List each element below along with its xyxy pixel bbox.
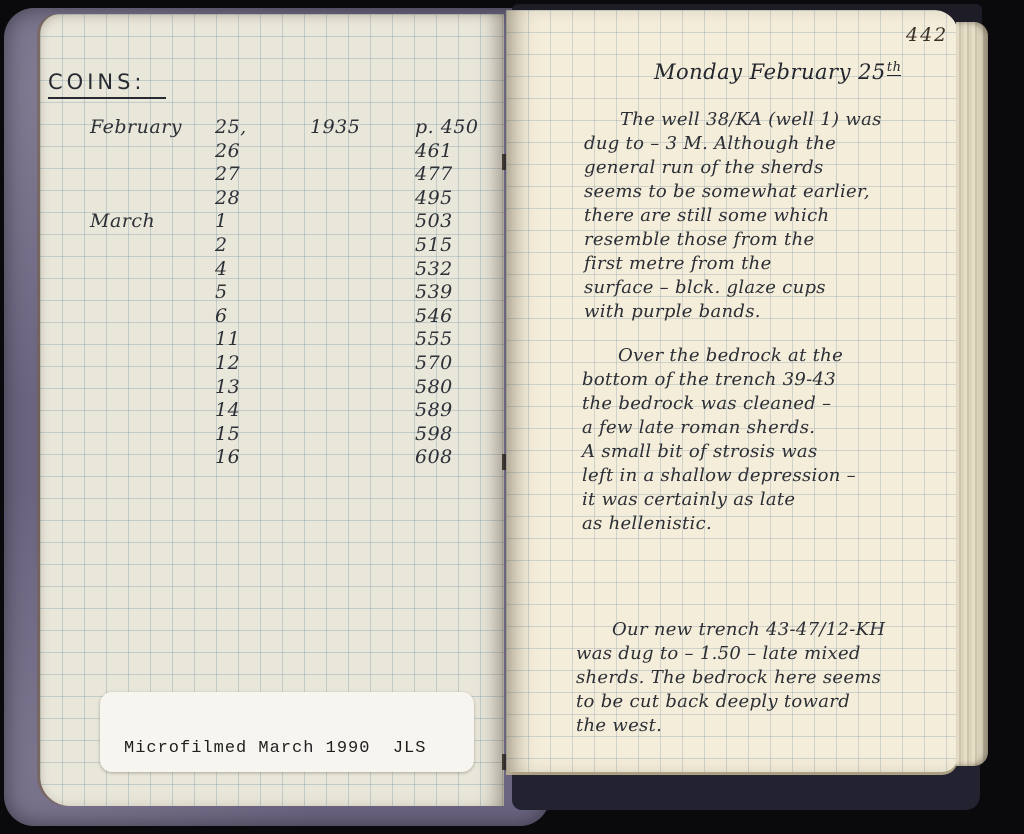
coin-row <box>90 281 490 305</box>
coin-row <box>90 140 490 164</box>
coin-row <box>90 352 490 376</box>
coin-day: 14 <box>215 399 241 422</box>
microfilm-label-sticker <box>100 692 474 772</box>
coin-row <box>90 210 490 234</box>
coin-day: 13 <box>215 375 241 398</box>
coin-page-ref: 570 <box>415 351 453 374</box>
coin-page-ref: 589 <box>415 399 453 422</box>
coin-page-ref: 539 <box>415 281 453 304</box>
coin-page-ref: 515 <box>415 233 453 256</box>
coin-day: 12 <box>215 351 241 374</box>
coin-row <box>90 234 490 258</box>
page-fore-edge <box>956 22 988 766</box>
coin-row <box>90 423 490 447</box>
entry-line: with purple bands. <box>584 301 761 322</box>
entry-line: general run of the sherds <box>584 157 824 178</box>
coin-row <box>90 305 490 329</box>
coin-row <box>90 258 490 282</box>
coin-page-ref: 532 <box>415 257 453 280</box>
coin-row <box>90 116 490 140</box>
folio-number: 442 <box>906 24 949 46</box>
entry-paragraph-1 <box>584 108 969 324</box>
entry-line: The well 38/KA (well 1) was <box>620 109 882 130</box>
coin-row <box>90 399 490 423</box>
entry-line: surface – blck. glaze cups <box>584 277 826 298</box>
coin-row <box>90 187 490 211</box>
coin-page-ref: 598 <box>415 422 453 445</box>
coin-day: 6 <box>215 304 228 327</box>
entry-line: was dug to – 1.50 – late mixed <box>576 643 861 664</box>
coin-day: 1 <box>215 210 228 233</box>
entry-line: A small bit of strosis was <box>582 441 818 462</box>
coin-page-ref: 495 <box>415 186 453 209</box>
coin-row <box>90 328 490 352</box>
entry-line: dug to – 3 M. Although the <box>584 133 837 154</box>
coin-month: March <box>90 210 156 233</box>
coin-day: 28 <box>215 186 241 209</box>
entry-line: sherds. The bedrock here seems <box>576 667 882 688</box>
coin-page-ref: 461 <box>415 139 453 162</box>
coin-page-ref: 503 <box>415 210 453 233</box>
coin-day: 5 <box>215 281 228 304</box>
coin-day: 25, <box>215 116 247 138</box>
coin-page-ref: 608 <box>415 446 453 469</box>
coin-page-ref: 580 <box>415 375 453 398</box>
left-page <box>40 14 504 806</box>
coin-day: 15 <box>215 422 241 445</box>
entry-paragraph-2 <box>582 344 967 536</box>
entry-line: resemble those from the <box>584 229 815 250</box>
entry-line: left in a shallow depression – <box>582 465 856 486</box>
coin-row <box>90 376 490 400</box>
coin-row <box>90 163 490 187</box>
entry-paragraph-3 <box>576 618 976 738</box>
entry-line: to be cut back deeply toward <box>576 691 851 712</box>
coin-day: 16 <box>215 446 241 469</box>
entry-line: it was certainly as late <box>582 489 796 510</box>
coin-year: 1935 <box>310 116 361 138</box>
coin-day: 26 <box>215 139 241 162</box>
entry-heading-main: Monday February 25 <box>654 60 886 84</box>
coin-page-ref: 555 <box>415 328 453 351</box>
coins-table <box>90 116 490 470</box>
entry-line: a few late roman sherds. <box>582 417 816 438</box>
entry-line: the west. <box>576 715 663 736</box>
coin-day: 27 <box>215 163 241 186</box>
entry-heading <box>654 60 901 84</box>
coin-page-ref: p. 450 <box>415 116 479 138</box>
entry-line: bottom of the trench 39-43 <box>582 369 837 390</box>
coin-day: 2 <box>215 233 228 256</box>
right-page <box>506 10 958 772</box>
microfilm-label-text: Microfilmed March 1990 JLS <box>124 739 427 758</box>
entry-line: seems to be somewhat earlier, <box>584 181 870 202</box>
coins-heading: COINS: <box>48 70 166 99</box>
entry-line: as hellenistic. <box>582 513 712 534</box>
entry-line: Our new trench 43-47/12-KH <box>612 619 886 640</box>
coin-month: February <box>90 116 183 138</box>
entry-line: there are still some which <box>584 205 830 226</box>
coin-row <box>90 446 490 470</box>
entry-line: Over the bedrock at the <box>618 345 844 366</box>
entry-line: first metre from the <box>584 253 772 274</box>
coin-day: 4 <box>215 257 228 280</box>
entry-heading-ordinal: th <box>886 60 902 75</box>
entry-line: the bedrock was cleaned – <box>582 393 832 414</box>
coin-page-ref: 477 <box>415 163 453 186</box>
coin-day: 11 <box>215 328 241 351</box>
coin-page-ref: 546 <box>415 304 453 327</box>
